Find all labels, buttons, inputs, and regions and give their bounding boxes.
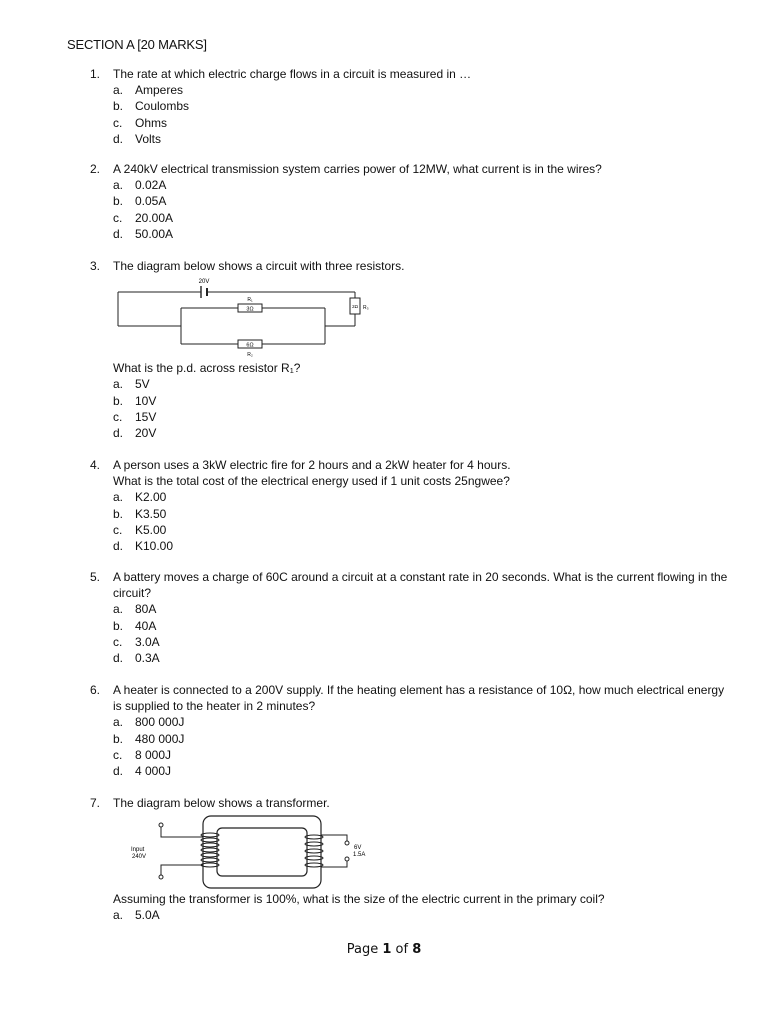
option [113,650,730,666]
option-text: 480 000J [135,731,185,746]
question-number: 1. [90,67,101,81]
option [113,210,730,226]
question-7 [90,795,730,924]
option-letter: c. [113,522,123,537]
input-terminal [159,823,163,827]
option-letter: c. [113,747,123,762]
option-letter: b. [113,393,124,408]
question-2 [90,161,730,242]
question-number: 2. [90,162,101,176]
option [113,763,730,779]
option-text: K5.00 [135,522,167,537]
r3-value: 2Ω [352,304,358,310]
option-letter: d. [113,426,124,441]
option [113,82,730,98]
option [113,506,730,522]
primary-coil [201,833,219,867]
option-text: 15V [135,409,157,424]
option [113,177,730,193]
question-number: 3. [90,259,101,273]
option-text: 3.0A [135,634,160,649]
option-letter: d. [113,764,124,779]
options-list [113,376,730,441]
option-letter: c. [113,409,123,424]
option-text: 0.05A [135,194,167,209]
option-letter: b. [113,618,124,633]
option-letter: c. [113,634,123,649]
option [113,115,730,131]
secondary-coil [305,835,323,867]
option-text: 5V [135,377,150,392]
option [113,409,730,425]
option-letter: b. [113,506,124,521]
transformer-diagram [113,811,373,891]
option [113,226,730,242]
option-text: K2.00 [135,490,167,505]
output-terminal [345,857,349,861]
option-letter: c. [113,115,123,130]
option-text: Amperes [135,83,184,98]
option-letter: a. [113,602,124,617]
question-text: The diagram below shows a circuit with three resistors. [113,259,405,273]
option-letter: a. [113,715,124,730]
option [113,193,730,209]
follow-up-question: What is the p.d. across resistor R₁? [113,361,301,376]
r2-value: 6Ω [246,342,254,349]
page-footer [0,942,768,957]
option [113,425,730,441]
total-pages: 8 [412,942,422,957]
option-text: 8 000J [135,747,172,762]
transformer-core [203,816,321,888]
option-text: 20.00A [135,210,174,225]
option-text: 5.0A [135,908,160,923]
option-letter: a. [113,83,124,98]
options-list [113,177,730,242]
question-4 [90,457,730,554]
secondary-lead [321,835,347,841]
question-number: 5. [90,570,101,584]
option-text: Coulombs [135,99,190,114]
option [113,489,730,505]
question-1 [90,66,730,147]
option-letter: a. [113,908,124,923]
input-label: Input [131,847,145,854]
question-text: The diagram below shows a transformer. [113,796,330,810]
option-text: 20V [135,426,157,441]
primary-lead [161,825,203,837]
option [113,522,730,538]
transformer-core-window [217,828,307,876]
option [113,907,730,923]
option [113,538,730,554]
option-letter: b. [113,731,124,746]
option-text: 10V [135,393,157,408]
option-letter: d. [113,131,124,146]
option-text: K10.00 [135,539,174,554]
option-letter: a. [113,178,124,193]
question-5 [90,569,730,666]
option-text: Volts [135,131,162,146]
option-letter: c. [113,210,123,225]
option-text: 4 000J [135,764,172,779]
circuit-diagram [113,274,493,360]
option-letter: d. [113,651,124,666]
current-page-number: 1 [382,942,392,957]
question-number: 4. [90,458,101,472]
option [113,98,730,114]
option [113,618,730,634]
option-text: 40A [135,618,157,633]
option [113,131,730,147]
question-text: A heater is connected to a 200V supply. If the heating element has a resistance of 10Ω, how much electrical energy is supplied to the heater in 2 minutes? [113,683,725,714]
question-number: 7. [90,796,101,810]
option [113,393,730,409]
options-list [113,714,730,779]
question-3 [90,258,730,441]
of-word: of [395,942,409,957]
option-letter: a. [113,377,124,392]
output-voltage-label: 6V [354,845,362,852]
question-6 [90,682,730,779]
r1-label: R₁ [247,297,253,304]
options-list [113,82,730,147]
options-list [113,489,730,554]
primary-lead [161,865,203,877]
question-text: A 240kV electrical transmission system carries power of 12MW, what current is in the wires? [113,162,602,176]
question-text: A person uses a 3kW electric fire for 2 hours and a 2kW heater for 4 hours. [113,458,511,472]
option [113,376,730,392]
option-letter: d. [113,539,124,554]
option-letter: d. [113,226,124,241]
r3-label: R₃ [363,305,369,312]
follow-up-question: Assuming the transformer is 100%, what is the size of the electric current in the primary coil? [113,892,605,907]
output-current-label: 1.5A [353,852,366,859]
option [113,634,730,650]
option-text: Ohms [135,115,168,130]
secondary-lead [321,861,347,867]
option-letter: b. [113,194,124,209]
supply-label: 20V [198,279,210,286]
option [113,714,730,730]
question-text: A battery moves a charge of 60C around a circuit at a constant rate in 20 seconds. What is the current flowing in the circuit? [113,570,728,601]
question-text-continued: What is the total cost of the electrical energy used if 1 unit costs 25ngwee? [113,474,510,489]
input-terminal [159,875,163,879]
option [113,731,730,747]
page-word: Page [346,942,379,957]
option [113,601,730,617]
question-text: The rate at which electric charge flows in a circuit is measured in … [113,67,472,81]
question-number: 6. [90,683,101,697]
options-list [113,907,730,923]
option-text: 0.3A [135,651,160,666]
option-text: 800 000J [135,715,185,730]
section-title: SECTION A [20 MARKS] [67,37,207,52]
option-text: K3.50 [135,506,167,521]
r1-value: 3Ω [246,306,254,313]
r2-label: R₂ [247,352,253,359]
output-terminal [345,841,349,845]
input-voltage-label: 240V [132,854,147,861]
option [113,747,730,763]
option-text: 50.00A [135,226,174,241]
options-list [113,601,730,666]
option-letter: a. [113,490,124,505]
option-text: 80A [135,602,157,617]
option-letter: b. [113,99,124,114]
option-text: 0.02A [135,178,167,193]
